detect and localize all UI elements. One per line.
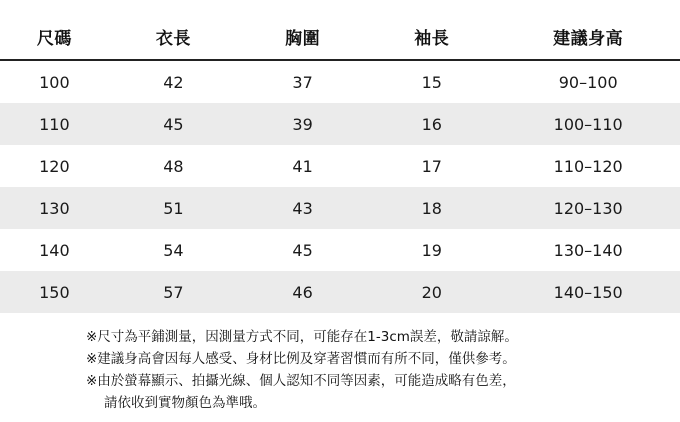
table-row: [0, 103, 680, 145]
cell-height: 100–110: [496, 103, 680, 145]
cell-length: 51: [109, 187, 238, 229]
cell-length: 54: [109, 229, 238, 271]
cell-size: 100: [0, 60, 109, 103]
cell-bust: 46: [238, 271, 367, 313]
cell-length: 45: [109, 103, 238, 145]
cell-size: 140: [0, 229, 109, 271]
column-header-length-label: 衣長: [155, 29, 191, 49]
column-header-length: [109, 18, 238, 60]
note-height-reference: ※建議身高會因每人感受、身材比例及穿著習慣而有所不同，僅供參考。: [86, 350, 516, 367]
column-header-sleeve: [367, 18, 496, 60]
note-color-difference-cont: 請依收到實物顏色為準哦。: [104, 394, 266, 411]
cell-size: 110: [0, 103, 109, 145]
cell-bust: 43: [238, 187, 367, 229]
table-row: [0, 187, 680, 229]
cell-bust: 41: [238, 145, 367, 187]
column-header-bust: [238, 18, 367, 60]
cell-sleeve: 19: [367, 229, 496, 271]
column-header-height: [496, 18, 680, 60]
cell-sleeve: 15: [367, 60, 496, 103]
column-header-height-label: 建議身高: [553, 29, 624, 49]
table-row: [0, 229, 680, 271]
table-header: [0, 18, 680, 60]
cell-size: 130: [0, 187, 109, 229]
cell-height: 140–150: [496, 271, 680, 313]
size-chart-sheet: [0, 18, 680, 422]
cell-sleeve: 20: [367, 271, 496, 313]
cell-size: 150: [0, 271, 109, 313]
cell-length: 57: [109, 271, 238, 313]
table-row: [0, 60, 680, 103]
cell-height: 120–130: [496, 187, 680, 229]
table-header-row: [0, 18, 680, 60]
cell-bust: 37: [238, 60, 367, 103]
cell-size: 120: [0, 145, 109, 187]
cell-height: 130–140: [496, 229, 680, 271]
note-color-difference: ※由於螢幕顯示、拍攝光線、個人認知不同等因素，可能造成略有色差，: [86, 372, 516, 389]
cell-length: 48: [109, 145, 238, 187]
cell-sleeve: 17: [367, 145, 496, 187]
table-row: [0, 271, 680, 313]
cell-length: 42: [109, 60, 238, 103]
note-measurement: ※尺寸為平鋪測量，因測量方式不同，可能存在1-3cm誤差，敬請諒解。: [86, 329, 518, 345]
column-header-size-label: 尺碼: [36, 29, 72, 49]
column-header-size: [0, 18, 109, 60]
cell-sleeve: 16: [367, 103, 496, 145]
table-body: [0, 60, 680, 313]
cell-height: 90–100: [496, 60, 680, 103]
cell-height: 110–120: [496, 145, 680, 187]
cell-sleeve: 18: [367, 187, 496, 229]
column-header-bust-label: 胸圍: [285, 29, 321, 49]
table-row: [0, 145, 680, 187]
notes-block: [0, 327, 680, 414]
cell-bust: 39: [238, 103, 367, 145]
size-table: [0, 18, 680, 313]
column-header-sleeve-label: 袖長: [414, 29, 450, 49]
cell-bust: 45: [238, 229, 367, 271]
